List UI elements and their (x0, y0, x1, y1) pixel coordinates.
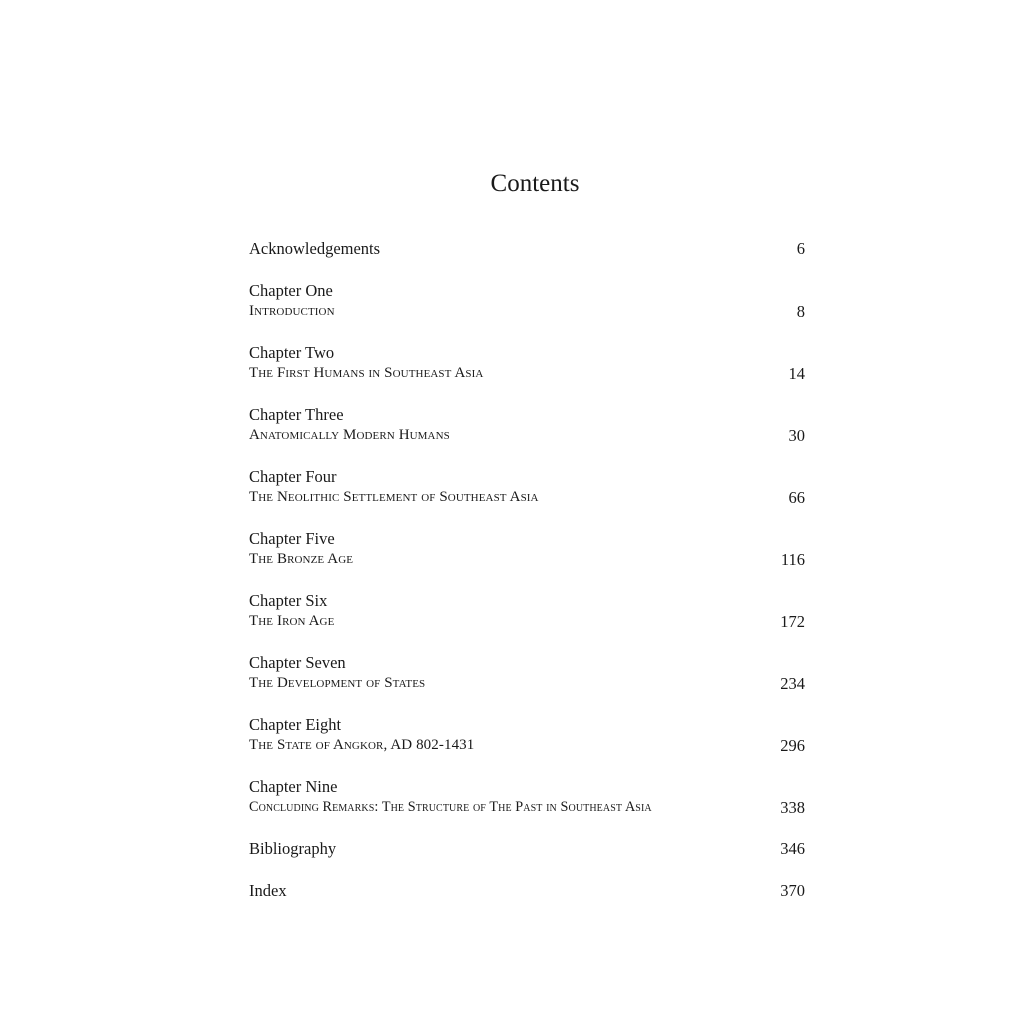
toc-page-number: 6 (796, 239, 805, 258)
toc-page-number: 338 (780, 798, 805, 817)
toc-entry-subtitle: The State of Angkor, AD 802-1431 (249, 737, 475, 753)
toc-entry-chapter-nine[interactable] (249, 776, 805, 838)
toc-entry-subtitle: Introduction (249, 303, 335, 319)
table-of-contents (249, 238, 805, 922)
contents-page (249, 0, 805, 1024)
toc-entry-label: Index (249, 881, 287, 900)
toc-entry-bibliography[interactable] (249, 838, 805, 880)
toc-page-number: 346 (780, 839, 805, 858)
toc-entry-chapter-six[interactable] (249, 590, 805, 652)
toc-entry-subtitle: The Development of States (249, 675, 426, 691)
page-title: Contents (490, 170, 580, 197)
toc-entry-subtitle: The Neolithic Settlement of Southeast Asia (249, 489, 539, 505)
toc-entry-acknowledgements[interactable] (249, 238, 805, 280)
toc-page-number: 30 (788, 426, 805, 445)
toc-entry-subtitle: The Iron Age (249, 613, 335, 629)
toc-entry-subtitle: Anatomically Modern Humans (249, 427, 450, 443)
toc-entry-index[interactable] (249, 880, 805, 922)
toc-entry-subtitle: The First Humans in Southeast Asia (249, 365, 484, 381)
toc-entry-chapter-eight[interactable] (249, 714, 805, 776)
toc-entry-label: Chapter Seven (249, 653, 346, 672)
toc-entry-label: Chapter One (249, 281, 333, 300)
toc-entry-subtitle: Concluding Remarks: The Structure of The Past in Southeast Asia (249, 799, 652, 815)
toc-page-number: 116 (780, 550, 805, 569)
toc-page-number: 8 (796, 302, 805, 321)
toc-entry-subtitle: The Bronze Age (249, 551, 354, 567)
toc-entry-label: Chapter Six (249, 591, 328, 610)
toc-page-number: 172 (780, 612, 805, 631)
toc-page-number: 14 (788, 364, 805, 383)
toc-entry-label: Bibliography (249, 839, 337, 858)
toc-entry-chapter-one[interactable] (249, 280, 805, 342)
toc-entry-chapter-four[interactable] (249, 466, 805, 528)
toc-entry-label: Chapter Nine (249, 777, 338, 796)
toc-entry-label: Chapter Eight (249, 715, 342, 734)
toc-entry-label: Chapter Four (249, 467, 337, 486)
toc-entry-chapter-seven[interactable] (249, 652, 805, 714)
toc-page-number: 296 (780, 736, 805, 755)
toc-entry-chapter-five[interactable] (249, 528, 805, 590)
toc-entry-chapter-two[interactable] (249, 342, 805, 404)
toc-page-number: 370 (780, 881, 805, 900)
toc-entry-chapter-three[interactable] (249, 404, 805, 466)
toc-page-number: 234 (780, 674, 805, 693)
toc-entry-label: Chapter Two (249, 343, 335, 362)
toc-entry-label: Acknowledgements (249, 239, 381, 258)
toc-entry-label: Chapter Five (249, 529, 335, 548)
toc-entry-label: Chapter Three (249, 405, 344, 424)
toc-page-number: 66 (788, 488, 805, 507)
